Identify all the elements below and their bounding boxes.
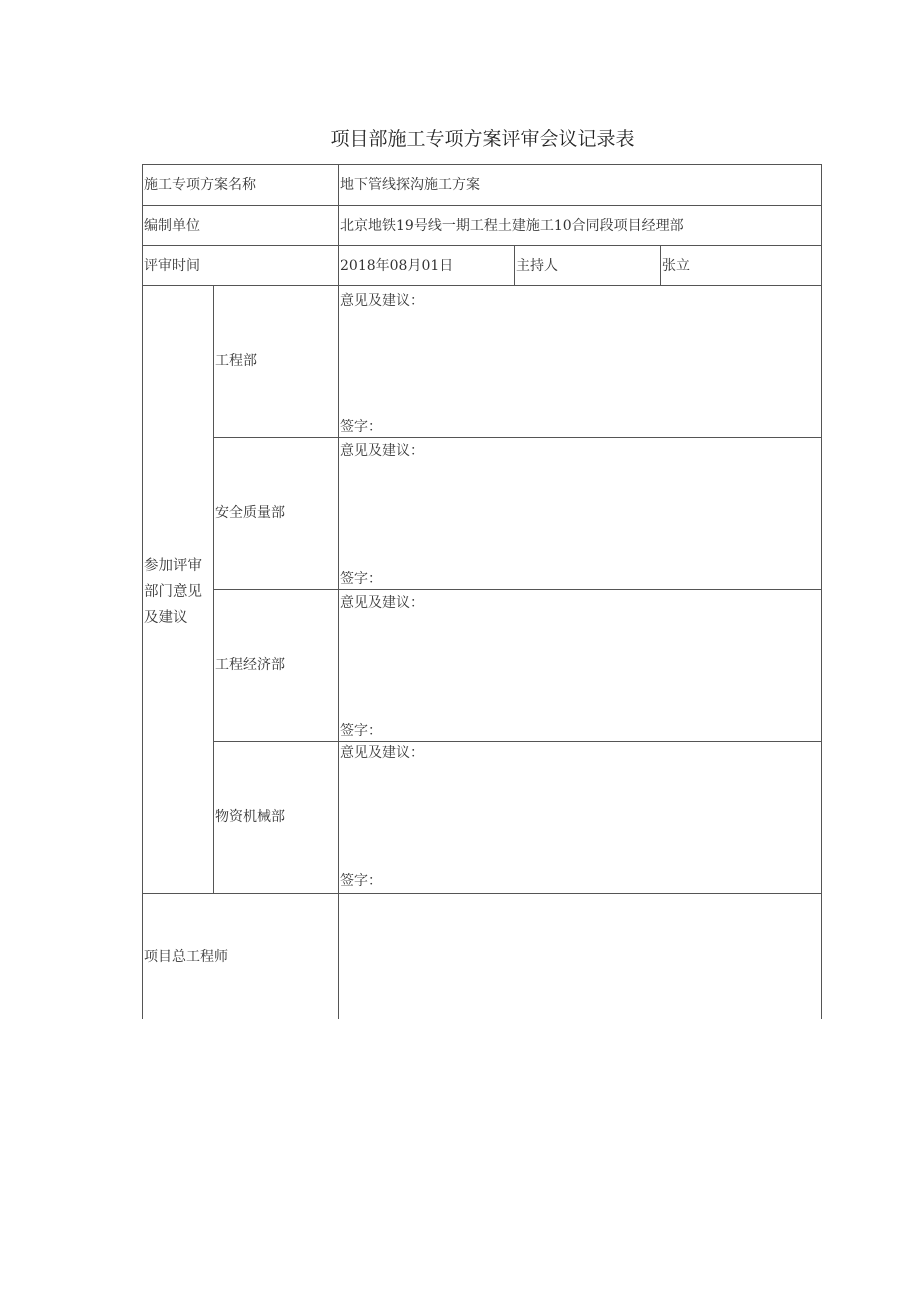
document-title: 项目部施工专项方案评审会议记录表 [330, 128, 635, 150]
column-divider [338, 164, 339, 1019]
table-border-left [142, 164, 143, 1019]
opinion-label: 意见及建议： [340, 443, 424, 459]
table-border-top [142, 164, 822, 165]
dept-divider [213, 589, 822, 590]
scheme-name-value: 地下管线探沟施工方案 [340, 177, 480, 193]
row-divider [142, 893, 822, 894]
host-column-divider [660, 245, 661, 285]
chief-engineer-label: 项目总工程师 [144, 949, 228, 965]
time-value: 2018年08月01日 [340, 258, 454, 274]
unit-value: 北京地铁19号线一期工程土建施工10合同段项目经理部 [340, 218, 684, 234]
sign-label: 签字： [340, 419, 382, 435]
sign-label: 签字： [340, 723, 382, 739]
dept-divider [213, 741, 822, 742]
opinion-label: 意见及建议： [340, 745, 424, 761]
scheme-name-label: 施工专项方案名称 [144, 177, 256, 193]
time-label: 评审时间 [144, 258, 200, 274]
table-border-right [821, 164, 822, 1019]
unit-label: 编制单位 [144, 218, 200, 234]
sign-label: 签字： [340, 571, 382, 587]
department-name: 工程经济部 [215, 657, 285, 673]
host-label: 主持人 [516, 258, 558, 274]
sign-label: 签字： [340, 873, 382, 889]
host-value: 张立 [662, 258, 690, 274]
department-name: 工程部 [215, 353, 257, 369]
department-name: 物资机械部 [215, 809, 285, 825]
opinion-label: 意见及建议： [340, 595, 424, 611]
dept-divider [213, 437, 822, 438]
opinion-label: 意见及建议： [340, 293, 424, 309]
row-divider [142, 285, 822, 286]
time-column-divider [514, 245, 515, 285]
department-name: 安全质量部 [215, 505, 285, 521]
department-group-label: 参加评审部门意见及建议 [144, 558, 202, 626]
row-divider [142, 205, 822, 206]
row-divider [142, 245, 822, 246]
